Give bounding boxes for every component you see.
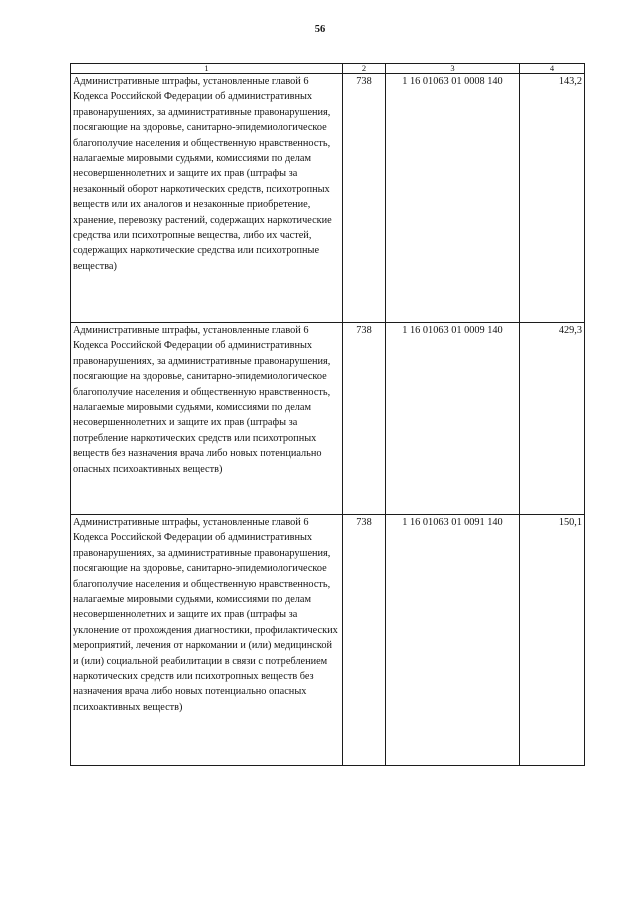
revenue-table [70, 63, 585, 766]
table-row [71, 323, 585, 515]
table-row [71, 74, 585, 323]
column-header-2: 2 [343, 64, 386, 74]
table-header-row [71, 64, 585, 74]
page-number: 56 [314, 24, 326, 35]
row-amount: 143,2 [520, 74, 585, 323]
column-header-3: 3 [386, 64, 520, 74]
row-budget-code: 1 16 01063 01 0009 140 [386, 323, 520, 515]
row-admin-code: 738 [343, 323, 386, 515]
column-header-1: 1 [71, 64, 343, 74]
row-budget-code: 1 16 01063 01 0091 140 [386, 515, 520, 766]
row-description: Административные штрафы, установленные главой 6 Кодекса Российской Федерации об административных правонарушениях, за административные правонарушения, посягающие на здоровье, санитарно-эпидемиологическое благополучие населения и общественную нравственность, налагаемые мировыми судьями, комиссиями по делам несовершеннолетних и защите их прав (штрафы за потребление наркотических средств или психотропных веществ без назначения врача либо новых потенциально опасных психоактивных веществ) [71, 323, 343, 515]
row-description: Административные штрафы, установленные главой 6 Кодекса Российской Федерации об административных правонарушениях, за административные правонарушения, посягающие на здоровье, санитарно-эпидемиологическое благополучие населения и общественную нравственность, налагаемые мировыми судьями, комиссиями по делам несовершеннолетних и защите их прав (штрафы за уклонение от прохождения диагностики, профилактических мероприятий, лечения от наркомании и (или) медицинской и (или) социальной реабилитации в связи с потреблением наркотических средств или психотропных веществ без назначения врача либо новых потенциально опасных психоактивных веществ) [71, 515, 343, 766]
row-description: Административные штрафы, установленные главой 6 Кодекса Российской Федерации об административных правонарушениях, за административные правонарушения, посягающие на здоровье, санитарно-эпидемиологическое благополучие населения и общественную нравственность, налагаемые мировыми судьями, комиссиями по делам несовершеннолетних и защите их прав (штрафы за незаконный оборот наркотических средств, психотропных веществ или их аналогов и незаконные приобретение, хранение, перевозку растений, содержащих наркотические средства или психотропные вещества, либо их частей, содержащих наркотические средства или психотропные вещества) [71, 74, 343, 323]
row-budget-code: 1 16 01063 01 0008 140 [386, 74, 520, 323]
row-amount: 150,1 [520, 515, 585, 766]
table-row [71, 515, 585, 766]
row-admin-code: 738 [343, 74, 386, 323]
column-header-4: 4 [520, 64, 585, 74]
row-amount: 429,3 [520, 323, 585, 515]
row-admin-code: 738 [343, 515, 386, 766]
